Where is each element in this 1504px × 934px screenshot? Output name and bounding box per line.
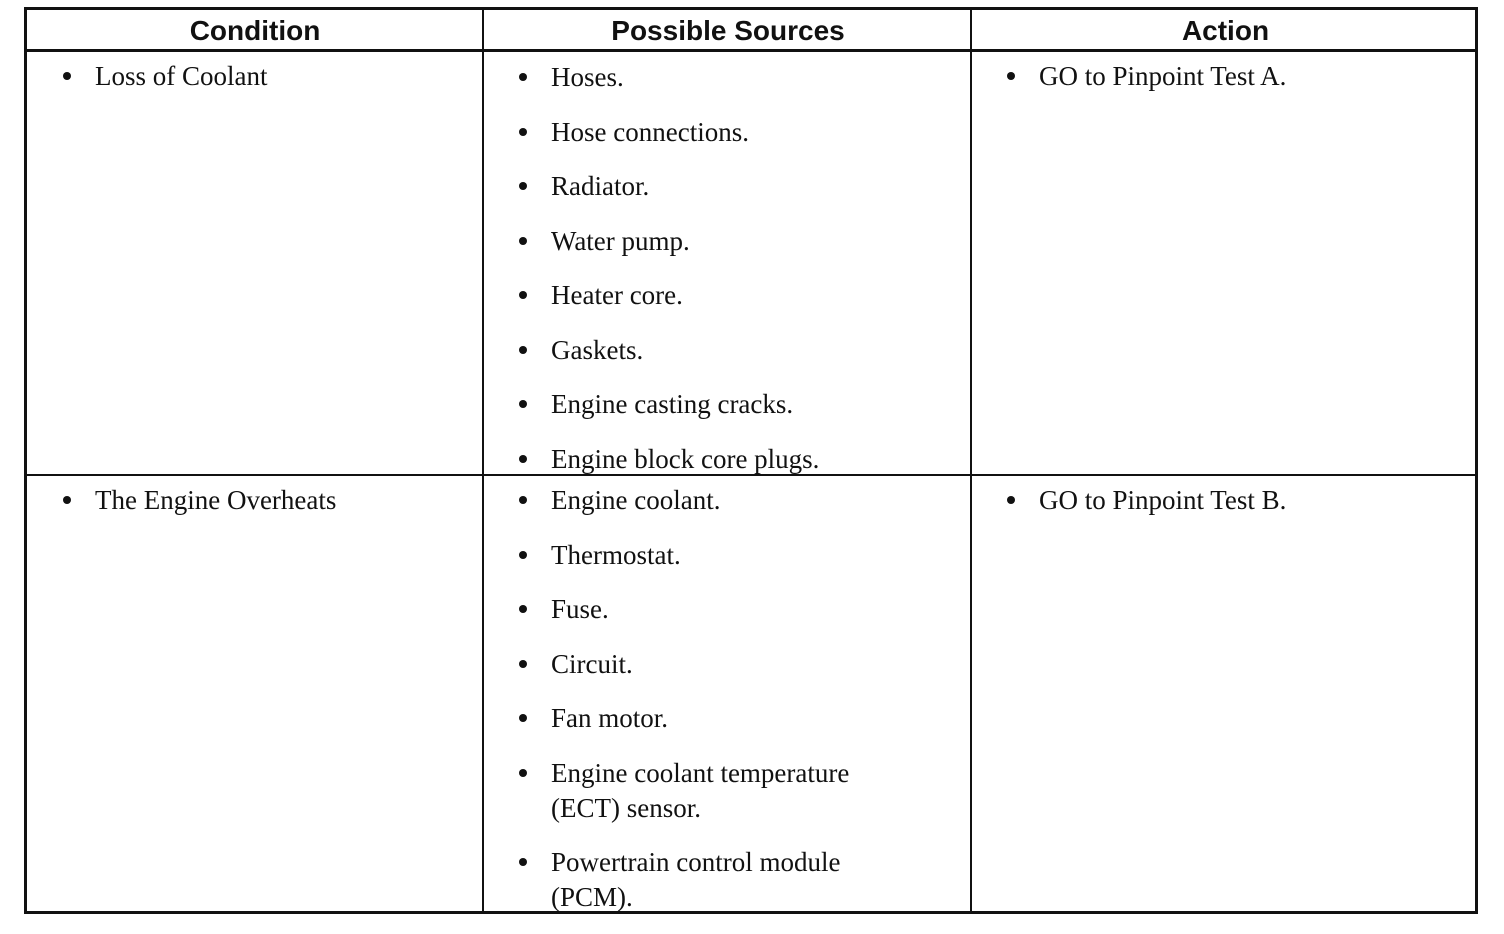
list-item: Engine coolant temperature (ECT) sensor.	[508, 756, 908, 826]
row-1-sources	[508, 60, 958, 496]
list-item: Fan motor.	[508, 701, 908, 736]
list-item: Hoses.	[508, 60, 958, 95]
row-2-sources	[508, 483, 908, 934]
list-item: Hose connections.	[508, 115, 958, 150]
list-item: Heater core.	[508, 278, 958, 313]
row-2-action	[996, 483, 1466, 518]
list-item: GO to Pinpoint Test A.	[996, 59, 1466, 94]
list-item: The Engine Overheats	[52, 483, 472, 518]
list-item: Engine casting cracks.	[508, 387, 958, 422]
list-item: Powertrain control module (PCM).	[508, 845, 908, 915]
column-divider	[482, 10, 484, 911]
list-item: GO to Pinpoint Test B.	[996, 483, 1466, 518]
list-item: Engine coolant.	[508, 483, 908, 518]
list-item: Fuse.	[508, 592, 908, 627]
list-item: Thermostat.	[508, 538, 908, 573]
diagnosis-table	[24, 7, 1478, 914]
list-item: Water pump.	[508, 224, 958, 259]
table-header	[27, 10, 1475, 52]
row-1-action	[996, 59, 1466, 94]
list-item: Radiator.	[508, 169, 958, 204]
list-item: Engine block core plugs.	[508, 442, 958, 477]
list-item: Gaskets.	[508, 333, 958, 368]
row-2-condition	[52, 483, 472, 518]
row-1-condition	[52, 59, 472, 94]
list-item: Circuit.	[508, 647, 908, 682]
header-possible-sources: Possible Sources	[611, 15, 845, 46]
list-item: Loss of Coolant	[52, 59, 472, 94]
header-action: Action	[1181, 15, 1270, 46]
column-divider	[970, 10, 972, 911]
header-condition: Condition	[189, 15, 321, 46]
